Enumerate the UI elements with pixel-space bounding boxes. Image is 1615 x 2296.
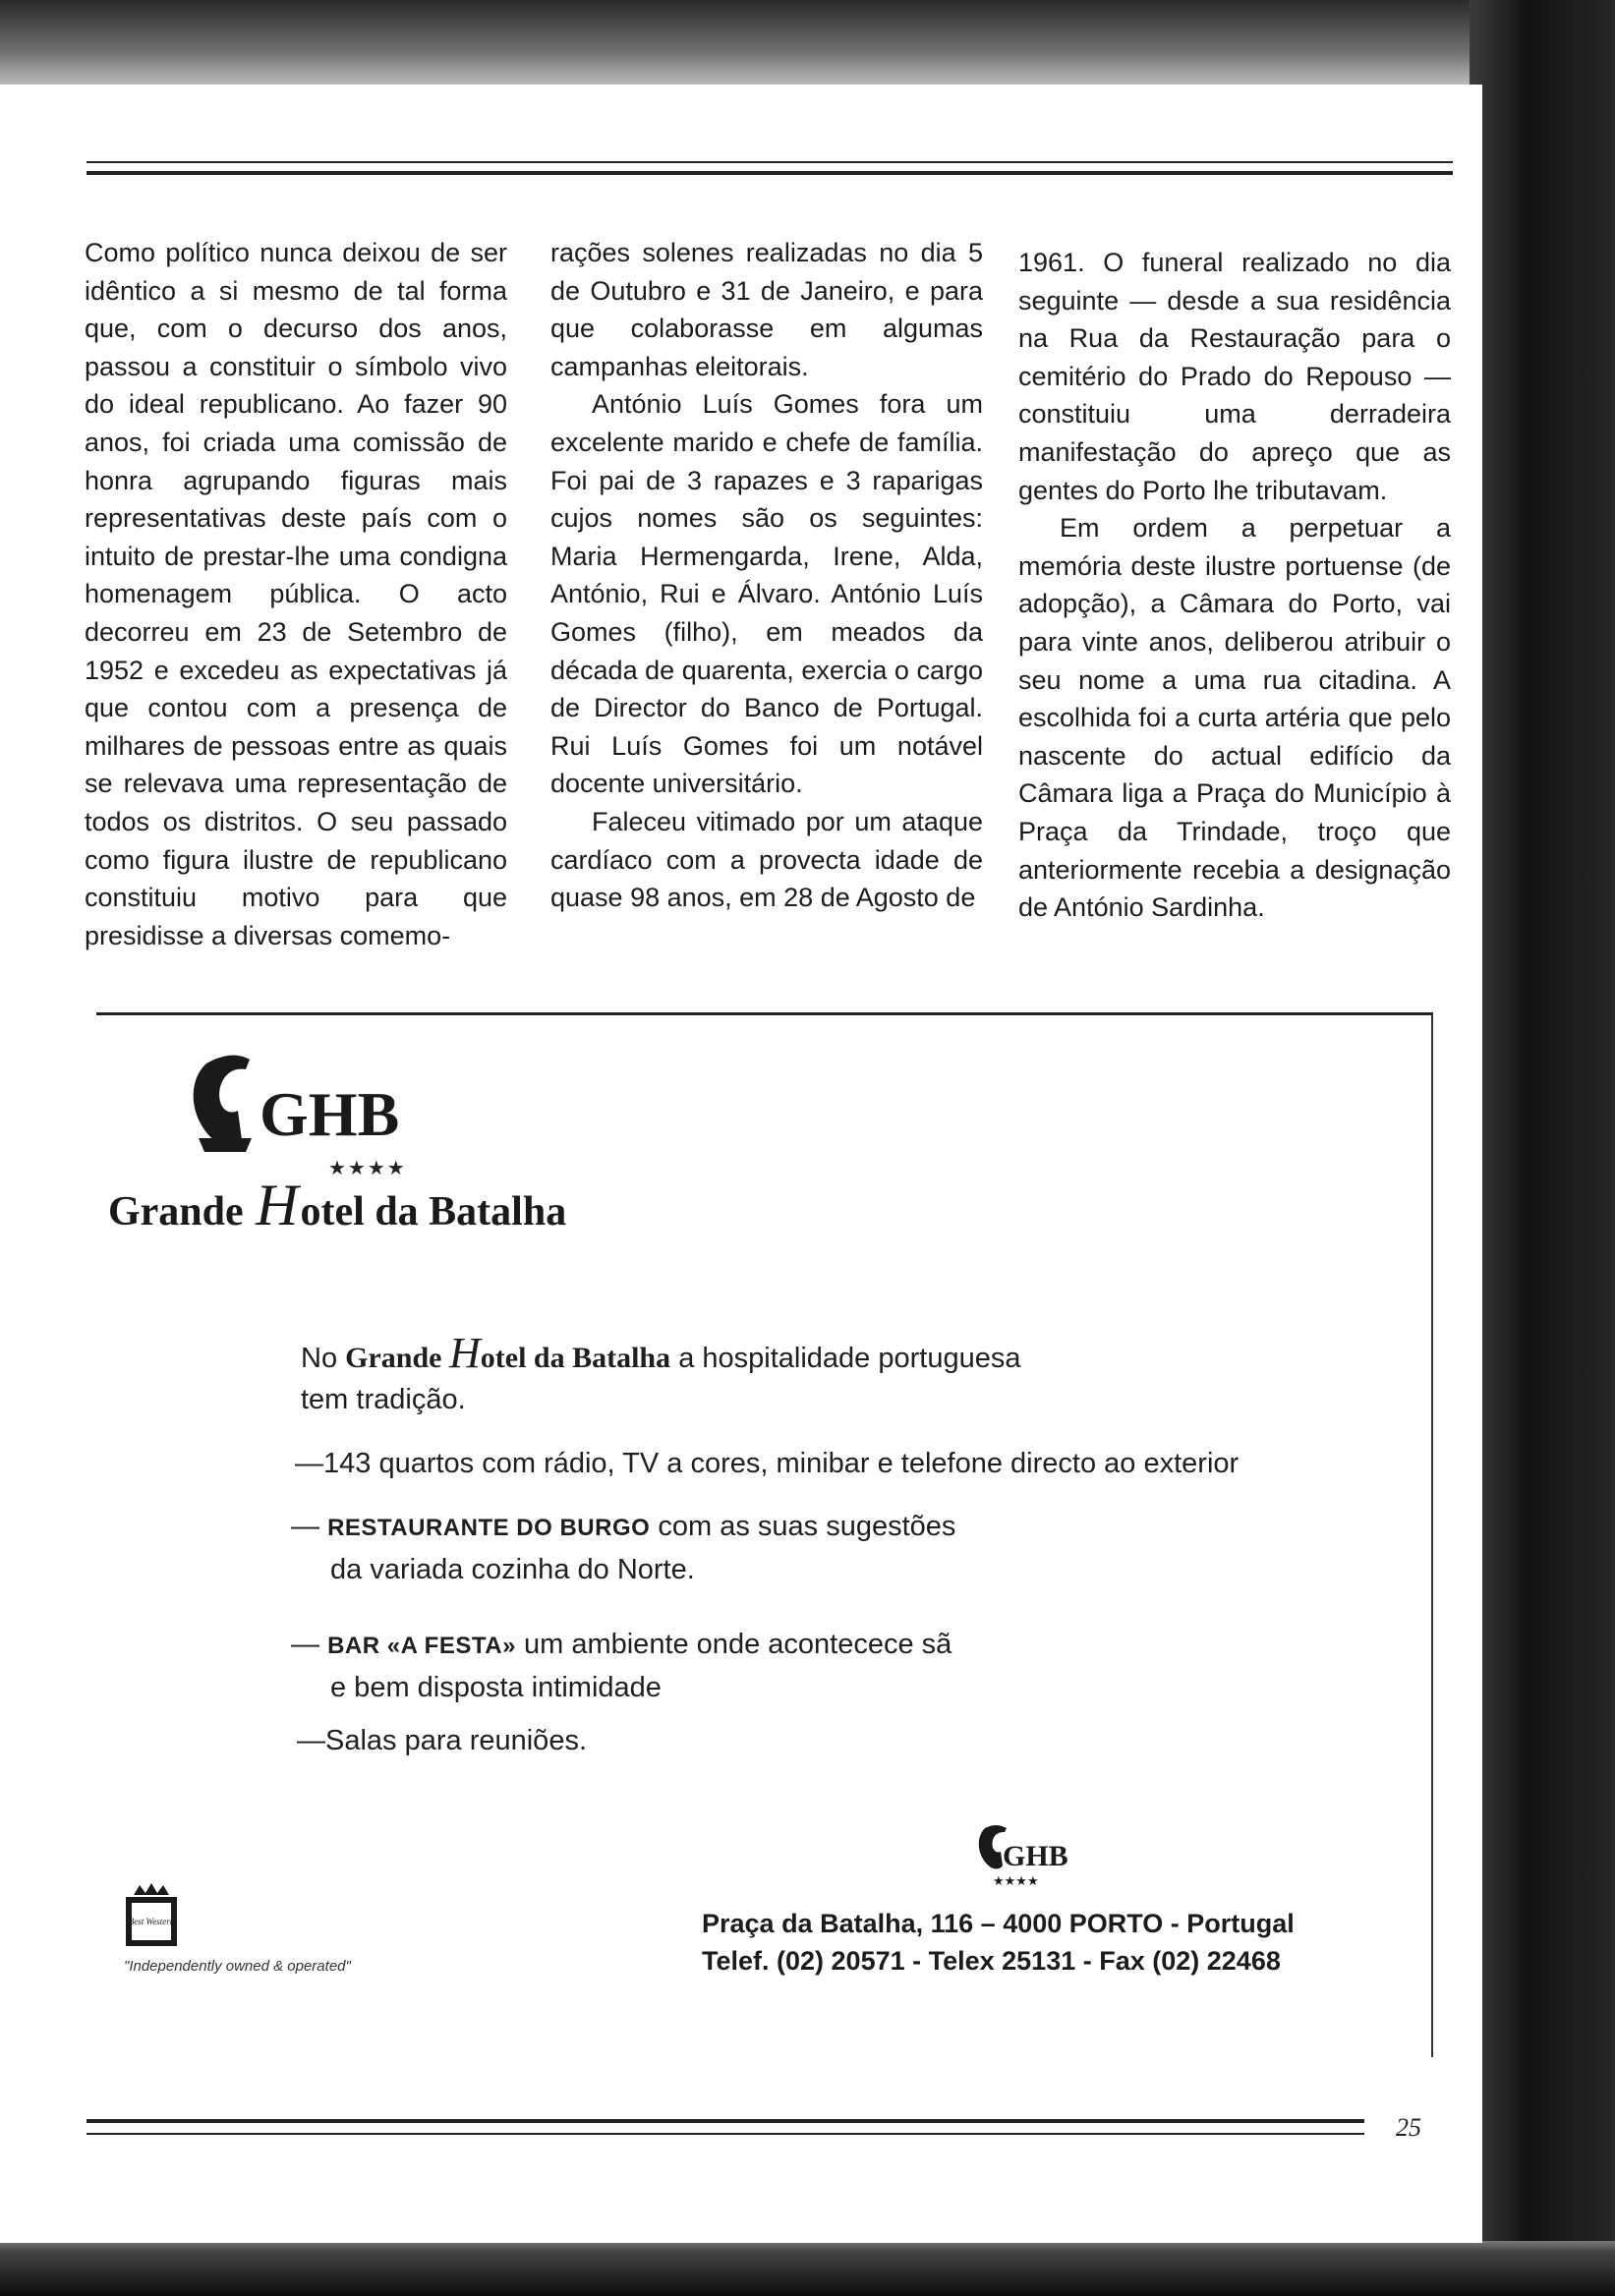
ad-bullet-restaurant xyxy=(291,1506,1176,1590)
ad-bullet-bar xyxy=(291,1624,1176,1708)
hotel-name-part: otel da Batalha xyxy=(300,1189,567,1234)
hotel-name-heading xyxy=(108,1172,566,1239)
ghb-small-logo-text: GHB xyxy=(1003,1840,1068,1872)
bullet-dash: — xyxy=(291,1511,319,1542)
ad-bullet-rooms: —143 quartos com rádio, TV a cores, minibar e telefone directo ao exterior xyxy=(295,1448,1240,1479)
hotel-name-part: Grande xyxy=(108,1189,244,1234)
hotel-address xyxy=(702,1905,1295,1980)
best-western-badge-icon xyxy=(122,1883,181,1948)
bullet-text: um ambiente onde acontecece sã xyxy=(523,1629,952,1660)
article-column-2 xyxy=(550,234,983,917)
bar-name: BAR «A FESTA» xyxy=(327,1633,516,1659)
hotel-rating-stars: ★★★★ xyxy=(328,1158,407,1179)
ad-intro-brand xyxy=(345,1329,671,1377)
bullet-text: com as suas sugestões xyxy=(658,1511,956,1542)
bullet-dash: — xyxy=(291,1629,319,1660)
scan-right-border xyxy=(1470,0,1615,2296)
restaurant-name: RESTAURANTE DO BURGO xyxy=(327,1515,651,1541)
article-paragraph: Em ordem a perpetuar a memória deste ilustre portuense (de adopção), a Câmara do Porto, vai para vinte anos, deliberou atribuir o seu nome a uma rua citadina. A escolhida foi a curta artéria que pelo nascente do actual edifício da Câmara liga a Praça do Município à Praça da Trindade, troço que anteriormente recebia a designação de António Sardinha. xyxy=(1018,513,1451,923)
article-column-3 xyxy=(1018,244,1451,927)
small-logo-stars: ★★★★ xyxy=(993,1873,1039,1888)
ad-intro-brand-part: Grande xyxy=(345,1342,442,1374)
scan-top-border xyxy=(0,0,1615,93)
ad-intro xyxy=(301,1329,1185,1420)
article-paragraph: Como político nunca deixou de ser idêntico a si mesmo de tal forma que, com o decurso dos anos, passou a constituir o símbolo vivo do ideal republicano. Ao fazer 90 anos, foi criada uma comissão de honra agrupando figuras mais representativas deste país com o intuito de prestar-lhe uma condigna homenagem pública. O acto decorreu em 23 de Setembro de 1952 e excedeu as expectativas já que contou com a presença de milhares de pessoas entre as quais se relevava uma representação de todos os distritos. O seu passado como figura ilustre de republicano constituiu motivo para que presidisse a diversas comemo- xyxy=(85,238,507,950)
ad-intro-brand-initial: H xyxy=(448,1329,481,1377)
address-line: Praça da Batalha, 116 – 4000 PORTO - Portugal xyxy=(702,1909,1295,1938)
ad-intro-brand-part: otel da Batalha xyxy=(480,1342,671,1374)
contact-line: Telef. (02) 20571 - Telex 25131 - Fax (02) 22468 xyxy=(702,1946,1281,1976)
ghb-logo-icon xyxy=(177,1022,452,1170)
ad-intro-text: tem tradição. xyxy=(301,1384,466,1415)
independent-note: "Independently owned & operated" xyxy=(124,1958,351,1975)
bullet-text: da variada cozinha do Norte. xyxy=(330,1554,695,1585)
bullet-text: e bem disposta intimidade xyxy=(330,1672,662,1703)
ad-bullet-meeting-rooms: —Salas para reuniões. xyxy=(297,1725,587,1756)
article-paragraph: rações solenes realizadas no dia 5 de Outubro e 31 de Janeiro, e para que colaborasse em algumas campanhas eleitorais. xyxy=(550,238,983,381)
ad-intro-word: No xyxy=(301,1343,338,1374)
article-paragraph: António Luís Gomes fora um excelente marido e chefe de família. Foi pai de 3 rapazes e 3 raparigas cujos nomes são os seguintes: Maria Hermengarda, Irene, Alda, António, Rui e Álvaro. António Luís Gomes (filho), em meados da década de quarenta, exercia o cargo de Director do Banco de Portugal. Rui Luís Gomes foi um notável docente universitário. xyxy=(550,389,983,799)
ghb-logo-text: GHB xyxy=(260,1079,400,1149)
ghb-small-logo-icon xyxy=(973,1810,1068,1889)
bottom-double-rule xyxy=(87,2119,1364,2135)
article-column-1 xyxy=(85,234,507,954)
scan-bottom-border xyxy=(0,2241,1615,2296)
hotel-name-initial: H xyxy=(256,1173,299,1237)
page-number: 25 xyxy=(1396,2113,1421,2142)
ad-intro-text: a hospitalidade portuguesa xyxy=(678,1343,1021,1374)
top-double-rule xyxy=(87,161,1453,175)
article-paragraph: Faleceu vitimado por um ataque cardíaco com a provecta idade de quase 98 anos, em 28 de Agosto de xyxy=(550,806,983,913)
article-paragraph: 1961. O funeral realizado no dia seguinte — desde a sua residência na Rua da Restauração para o cemitério do Prado do Repouso — constituiu uma derradeira manifestação do apreço que as gentes do Porto lhe tributavam. xyxy=(1018,248,1451,505)
best-western-badge-text: Best Western xyxy=(128,1917,175,1926)
